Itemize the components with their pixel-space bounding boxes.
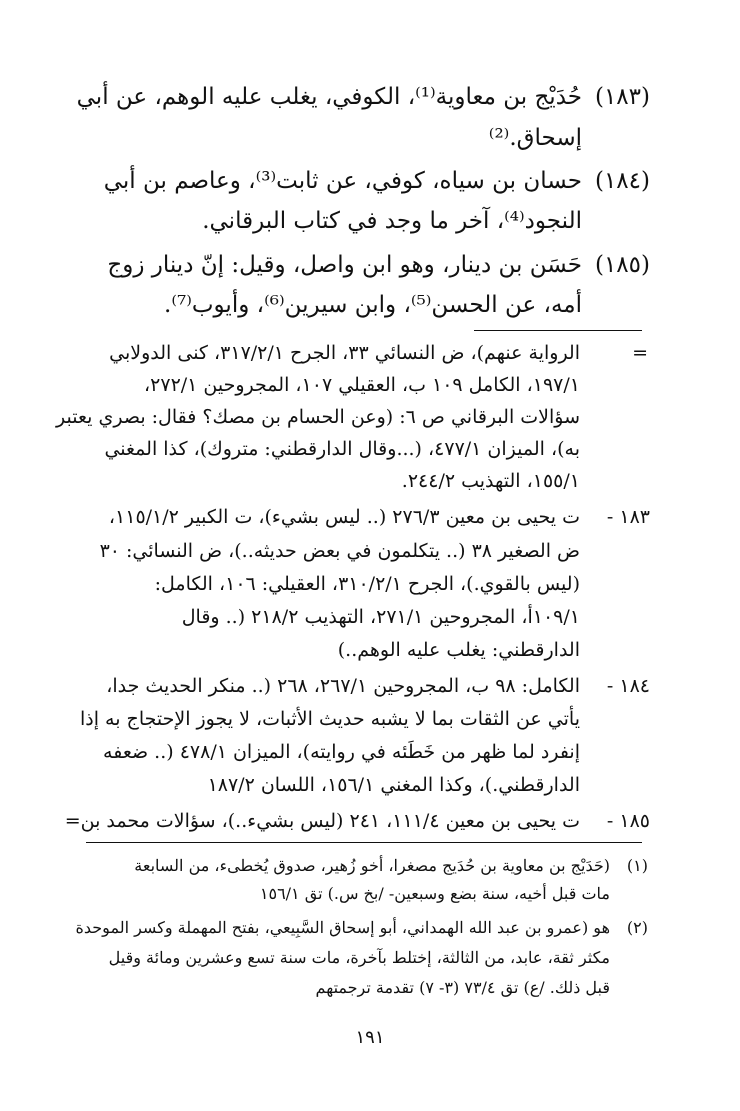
entry-text-line: حَسَن بن دينار، وهو ابن واصل، وقيل: إنّ دينار زوج bbox=[107, 252, 582, 278]
note-line: ١٠٩/١أ، المجروحين ٢٧١/١، التهذيب ٢١٨/٢ (.. وقال bbox=[181, 606, 580, 628]
footnote-line: مكثر ثقة، عابد، من الثالثة، إختلط بآخرة، مات سنة تسع وعشرين ومائة وقيل bbox=[108, 948, 610, 967]
entry-number: (١٨٣) bbox=[594, 84, 650, 110]
page-number: ١٩١ bbox=[355, 1027, 385, 1048]
entry-text-line: إسحاق.⁽²⁾ bbox=[488, 125, 582, 151]
note-line: الكامل: ٩٨ ب، المجروحين ٢٦٧/١، ٢٦٨ (.. منكر الحديث جدا، bbox=[106, 675, 580, 697]
note-marker: = bbox=[632, 342, 648, 364]
entry-text-line: النجود⁽⁴⁾، آخر ما وجد في كتاب البرقاني. bbox=[202, 208, 582, 234]
note-line: الدارقطني.)، وكذا المغني ١٥٦/١، اللسان ١٨٧/٢ bbox=[207, 774, 580, 796]
entry-number: (١٨٤) bbox=[594, 168, 650, 194]
entry-text-line: حسان بن سياه، كوفي، عن ثابت⁽³⁾، وعاصم بن أبي bbox=[103, 168, 582, 194]
note-line: سؤالات البرقاني ص ٦: (وعن الحسام بن مصك؟ فقال: بصري يعتبر bbox=[56, 406, 580, 428]
note-line: ١٩٧/١، الكامل ١٠٩ ب، العقيلي ١٠٧، المجروحين ٢٧٢/١، bbox=[144, 374, 580, 396]
note-line: إنفرد لما ظهر من خَطَئه في روايته)، الميزان ٤٧٨/١ (.. ضعفه bbox=[103, 741, 580, 763]
footnote-line: هو (عمرو بن عبد الله الهمداني، أبو إسحاق السَّبِيعي، بفتح المهملة وكسر الموحدة bbox=[75, 918, 610, 937]
note-line: يأتي عن الثقات بما لا يشبه حديث الأثبات، لا يجوز الإحتجاج به إذا bbox=[79, 708, 580, 730]
footnote-divider bbox=[86, 842, 642, 843]
note-line: (ليس بالقوي.)، الجرح ٣١٠/٢/١، العقيلي: ١٠٦، الكامل: bbox=[154, 573, 580, 595]
note-marker: ١٨٤ - bbox=[606, 675, 650, 697]
note-line: ت يحيى بن معين ٢٧٦/٣ (.. ليس بشيء)، ت الكبير ١١٥/١/٢، bbox=[108, 506, 580, 528]
footnote-line: قبل ذلك. /ع) تق ٧٣/٤ (٣- ٧) تقدمة ترجمتهم bbox=[315, 978, 610, 997]
entry-number: (١٨٥) bbox=[594, 252, 650, 278]
footnote-line: (حَدَيْج بن معاوية بن حُدَيج مصغرا، أخو زُهير، صدوق يُخطىء، من السابعة bbox=[134, 856, 610, 875]
note-line: ١٥٥/١، التهذيب ٢٤٤/٢. bbox=[401, 470, 580, 492]
footnote-line: مات قبل أخيه، سنة بضع وسبعين- /بخ س.) تق ١٥٦/١ bbox=[259, 884, 610, 903]
entry-text-line: حُدَيْج بن معاوية⁽¹⁾، الكوفي، يغلب عليه الوهم، عن أبي bbox=[76, 84, 582, 110]
notes-divider bbox=[474, 330, 642, 331]
footnote-marker: (١) bbox=[626, 856, 648, 875]
note-line: به)، الميزان ٤٧٧/١، (...وقال الدارقطني: متروك)، كذا المغني bbox=[104, 438, 580, 460]
note-line: الرواية عنهم)، ض النسائي ٣٣، الجرح ٣١٧/٢/١، كنى الدولابي bbox=[109, 342, 580, 364]
note-line: ت يحيى بن معين ١١١/٤، ٢٤١ (ليس بشيء..)، سؤالات محمد بن= bbox=[64, 810, 580, 832]
note-line: الدارقطني: يغلب عليه الوهم..) bbox=[337, 639, 580, 661]
entry-text-line: أمه، عن الحسن⁽⁵⁾، وابن سيرين⁽⁶⁾، وأيوب⁽⁷⁾. bbox=[164, 292, 582, 318]
note-marker: ١٨٣ - bbox=[606, 506, 650, 528]
note-line: ض الصغير ٣٨ (.. يتكلمون في بعض حديثه..)، ض النسائي: ٣٠ bbox=[99, 540, 580, 562]
note-marker: ١٨٥ - bbox=[606, 810, 650, 832]
footnote-marker: (٢) bbox=[626, 918, 648, 937]
